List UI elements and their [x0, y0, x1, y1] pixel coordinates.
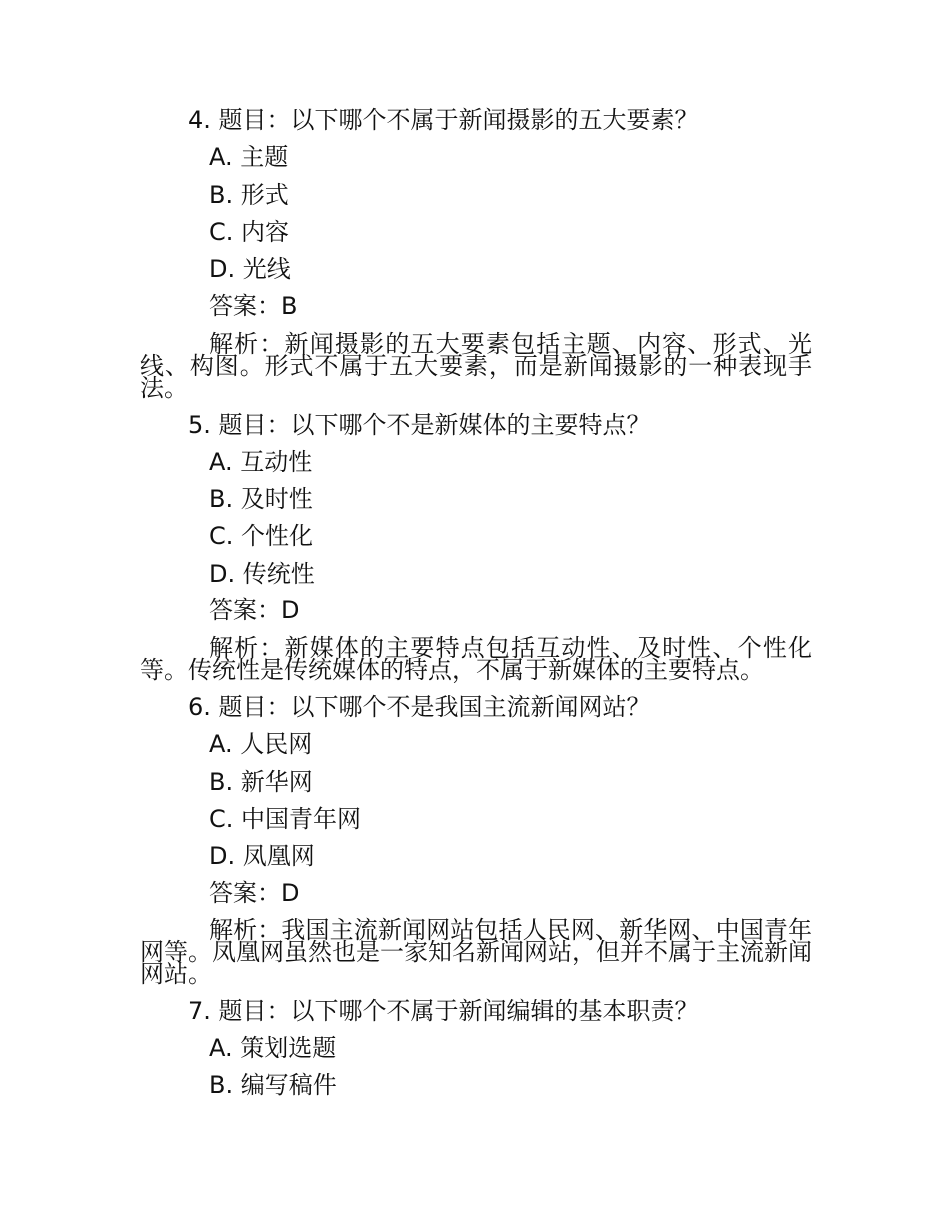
question-7-option-a: A. 策划选题	[209, 1034, 337, 1062]
question-6-option-a: A. 人民网	[209, 730, 313, 758]
question-7-title: 7. 题目：以下哪个不属于新闻编辑的基本职责？	[188, 997, 699, 1025]
question-6-option-b: B. 新华网	[209, 768, 313, 796]
question-4-title: 4. 题目：以下哪个不属于新闻摄影的五大要素？	[188, 106, 699, 134]
question-5-title: 5. 题目：以下哪个不是新媒体的主要特点？	[188, 411, 651, 439]
question-5-explanation: 解析：新媒体的主要特点包括互动性、及时性、个性化等。传统性是传统媒体的特点，不属于新媒体的主要特点。	[140, 634, 812, 684]
question-6-answer: 答案：D	[209, 879, 300, 907]
question-5-option-a: A. 互动性	[209, 448, 313, 476]
question-4-option-a: A. 主题	[209, 143, 289, 171]
question-5-option-d: D. 传统性	[209, 560, 315, 588]
question-4-option-c: C. 内容	[209, 218, 290, 246]
question-5-option-c: C. 个性化	[209, 522, 314, 550]
question-4-option-d: D. 光线	[209, 255, 291, 283]
question-6-option-d: D. 凤凰网	[209, 842, 315, 870]
question-4-option-b: B. 形式	[209, 181, 289, 209]
question-6-explanation: 解析：我国主流新闻网站包括人民网、新华网、中国青年网等。凤凰网虽然也是一家知名新闻网站，但并不属于主流新闻网站。	[140, 916, 812, 988]
question-4-explanation: 解析：新闻摄影的五大要素包括主题、内容、形式、光线、构图。形式不属于五大要素，而是新闻摄影的一种表现手法。	[140, 330, 812, 402]
question-4-answer: 答案：B	[209, 292, 298, 320]
question-5-answer: 答案：D	[209, 596, 300, 624]
question-5-option-b: B. 及时性	[209, 485, 313, 513]
question-6-title: 6. 题目：以下哪个不是我国主流新闻网站？	[188, 693, 651, 721]
question-7-option-b: B. 编写稿件	[209, 1071, 337, 1099]
question-6-option-c: C. 中国青年网	[209, 805, 362, 833]
